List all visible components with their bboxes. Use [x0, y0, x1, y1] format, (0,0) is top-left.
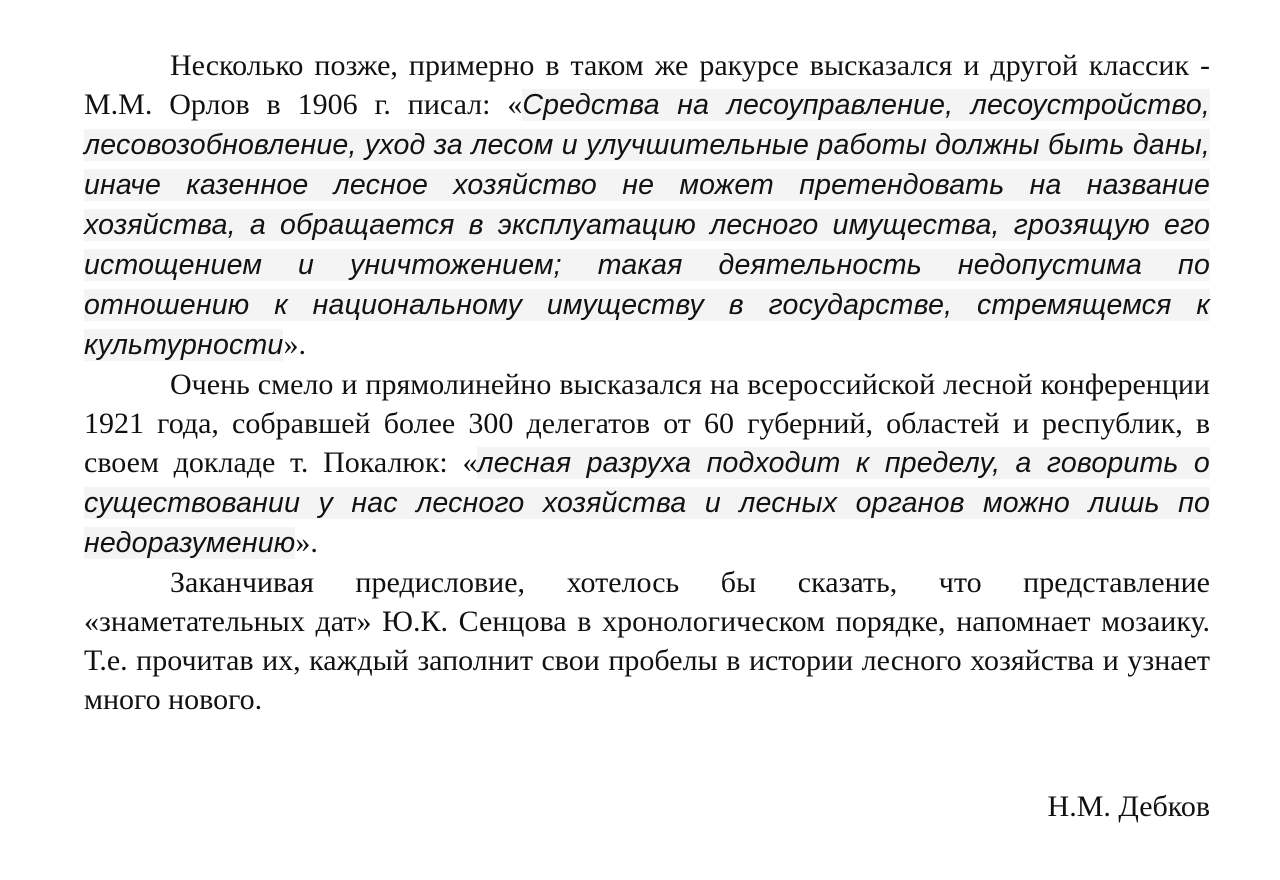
paragraph-text: Несколько позже, примерно в таком же ракурсе высказался и другой классик - М.М. Орлов в 1906 г. писал: «: [84, 49, 1210, 121]
paragraph-pokalyuk: [84, 365, 1210, 563]
document-body: [84, 46, 1210, 719]
author-signature: Н.М. Дебков: [1047, 790, 1210, 823]
paragraph-conclusion: [84, 563, 1210, 719]
paragraph-text: Очень смело и прямолинейно высказался на всероссийской лесной конференции 1921 года, собравшей более 300 делегатов от 60 губерний, областей и республик, в своем докладе т. Покалюк: «: [84, 368, 1210, 479]
quote-close: ».: [295, 526, 318, 559]
paragraph-orlov: [84, 46, 1210, 365]
quote-pokalyuk: лесная разруха подходит к пределу, а говорить о существовании у нас лесного хозяйства и лесных органов можно лишь по недоразумению: [84, 447, 1210, 559]
quote-orlov: Средства на лесоуправление, лесоустройство, лесовозобновление, уход за лесом и улучшительные работы должны быть даны, иначе казенное лесное хозяйство не может претендовать на название хозяйства, а обращается в эксплуатацию лесного имущества, грозящую его истощением и уничтожением; такая деятельность недопустима по отношению к национальному имуществу в государстве, стремящемся к культурности: [84, 89, 1210, 361]
paragraph-text: Заканчивая предисловие, хотелось бы сказать, что представление «знаметательных дат» Ю.К. Сенцова в хронологическом порядке, напомнает мозаику. Т.е. прочитав их, каждый заполнит свои пробелы в истории лесного хозяйства и узнает много нового.: [84, 566, 1210, 716]
quote-close: ».: [283, 328, 306, 361]
